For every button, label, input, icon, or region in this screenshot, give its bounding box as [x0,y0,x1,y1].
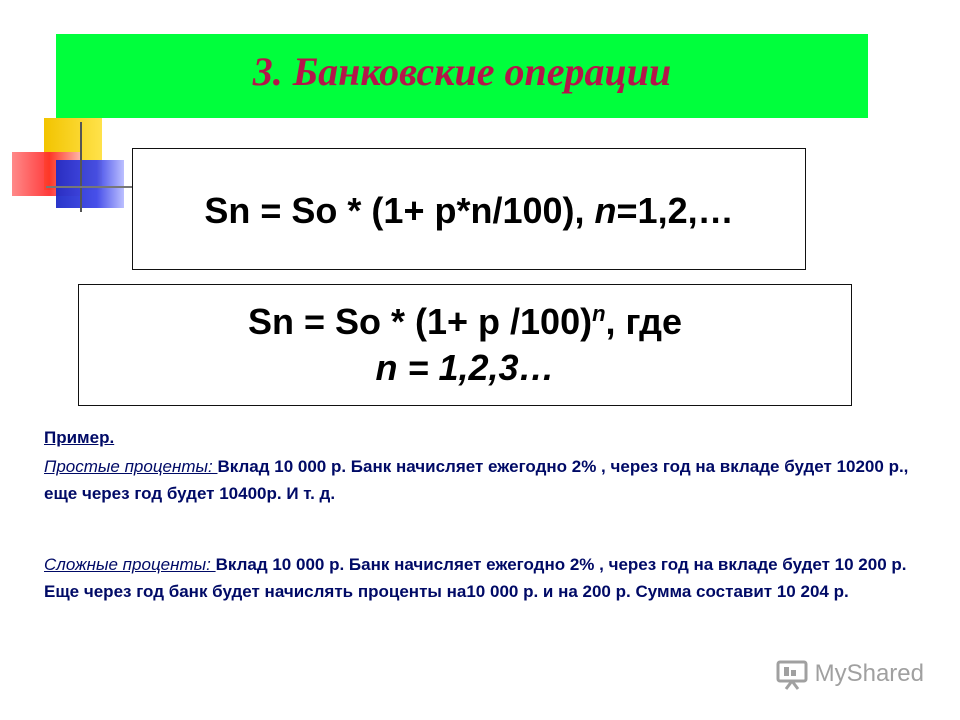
example-simple [44,453,924,507]
example-compound [44,551,924,605]
compound-interest-label: Сложные проценты: [44,555,216,574]
formula-compound-main: Sn = So * (1+ p /100) [247,301,593,342]
simple-interest-label: Простые проценты: [44,457,218,476]
slide-title: 3. Банковские операции [252,48,672,94]
formula-compound-exponent: n [592,301,606,326]
formula-compound-after: , где [605,301,683,342]
watermark-text: MyShared [814,660,924,687]
formula-compound-line1 [248,299,682,345]
compound-interest-text: Вклад 10 000 р. Банк начисляет ежегодно 2% , через год на вкладе будет 10 200 р. Еще через год банк будет начислять проценты на10 000 р. и на 200 р. Сумма составит 10 204 р. [44,555,907,601]
formula-simple-text: Sn = So * (1+ p*n/100), [204,190,595,231]
decorative-blue-block [56,160,124,208]
presentation-board-icon [775,657,809,691]
example-label: Пример. [44,428,115,447]
formula-simple-n: n [594,190,617,231]
title-band [56,34,868,118]
decorative-vertical-line [80,122,82,212]
formula-compound-line2: n = 1,2,3… [375,347,555,388]
formula-compound-interest [78,284,852,406]
decorative-horizontal-line [46,186,132,188]
formula-simple-interest [132,148,806,270]
watermark [775,654,924,694]
simple-interest-text: Вклад 10 000 р. Банк начисляет ежегодно 2% , через год на вкладе будет 10200 р., еще через год будет 10400р. И т. д. [44,457,909,503]
formula-simple-tail: =1,2,… [616,190,734,231]
formula-simple-line [204,190,733,232]
